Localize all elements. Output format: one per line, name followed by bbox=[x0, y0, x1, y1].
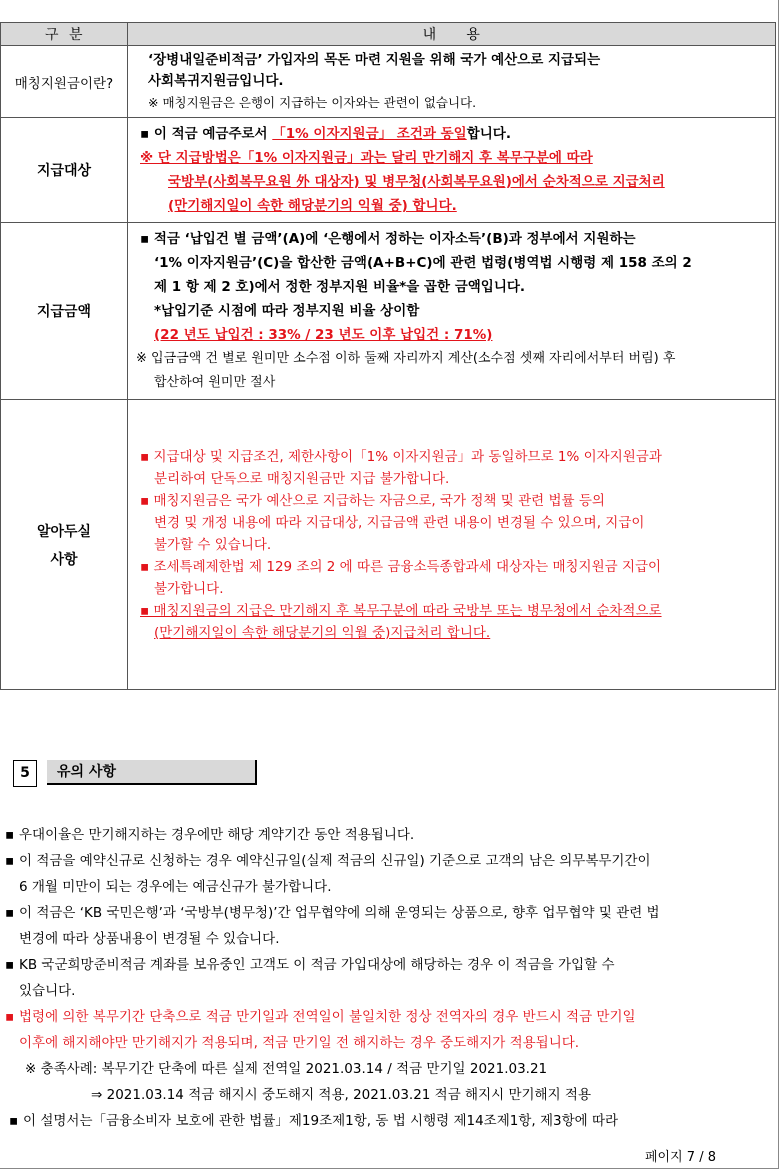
list-item: ▪ 이 설명서는「금융소비자 보호에 관한 법률」제19조제1항, 동 법 시행령 제14조제1항, 제3항에 따라 bbox=[5, 1108, 765, 1134]
table-row bbox=[1, 400, 776, 690]
bullet-icon: ▪ bbox=[5, 905, 15, 921]
header-category: 구 분 bbox=[1, 23, 128, 46]
row-label-notice: 알아두실 사항 bbox=[1, 400, 128, 690]
row-content-matching bbox=[128, 46, 776, 118]
table-row bbox=[1, 118, 776, 223]
table-row bbox=[1, 46, 776, 118]
section-heading bbox=[5, 760, 257, 787]
text-line: ‘장병내일준비적금’ 가입자의 목돈 마련 지원을 위해 국가 예산으로 지급되는 bbox=[148, 52, 601, 68]
row-content-eligibility bbox=[128, 118, 776, 223]
table-row bbox=[1, 223, 776, 400]
section-number: 5 bbox=[13, 760, 37, 787]
notice-line: 변경 및 개정 내용에 따라 지급대상, 지급금액 관련 내용이 변경될 수 있으며, 지급이 bbox=[154, 514, 645, 531]
text-line: 제 1 항 제 2 호)에서 정한 정부지원 비율*을 곱한 금액입니다. bbox=[154, 279, 526, 295]
note-line: ※ 입금금액 건 별로 원미만 소수점 이하 둘째 자리까지 계산(소수점 셋째 자리에서부터 버림) 후 bbox=[136, 351, 676, 366]
notice-line: ▪ 매칭지원금의 지급은 만기해지 후 복무구분에 따라 국방부 또는 병무청에서 순차적으로 bbox=[140, 602, 662, 619]
section-title: 유의 사항 bbox=[47, 760, 257, 785]
row-label-matching: 매칭지원금이란? bbox=[1, 46, 128, 118]
header-content: 내 용 bbox=[128, 23, 776, 46]
row-label-eligibility: 지급대상 bbox=[1, 118, 128, 223]
text-line: ▪ 적금 ‘납입건 별 금액’(A)에 ‘은행에서 정하는 이자소득’(B)과 정부에서 지원하는 bbox=[140, 231, 636, 247]
list-item-continuation: 있습니다. bbox=[19, 983, 76, 999]
notice-line: (만기해지일이 속한 해당분기의 익월 중)지급처리 합니다. bbox=[154, 624, 491, 641]
list-item: ▪ 법령에 의한 복무기간 단축으로 적금 만기일과 전역일이 불일치한 정상 전역자의 경우 반드시 적금 만기일 bbox=[5, 1004, 765, 1030]
list-item-continuation: 6 개월 미만이 되는 경우에는 예금신규가 불가합니다. bbox=[19, 879, 332, 895]
example-line: ⇒ 2021.03.14 적금 해지시 중도해지 적용, 2021.03.21 적금 해지시 만기해지 적용 bbox=[91, 1087, 592, 1103]
text-line: 사회복귀지원금입니다. bbox=[148, 73, 284, 89]
row-label-amount: 지급금액 bbox=[1, 223, 128, 400]
text-line: ‘1% 이자지원금’(C)을 합산한 금액(A+B+C)에 관련 법령(병역법 시행령 제 158 조의 2 bbox=[154, 255, 692, 271]
bullet-icon: ▪ bbox=[5, 957, 15, 973]
text-line: ▪ 이 적금 예금주로서 「1% 이자지원금」 조건과 동일합니다. bbox=[140, 126, 511, 142]
bullet-icon: ▪ bbox=[9, 1113, 19, 1129]
notice-line: 불가합니다. bbox=[154, 580, 224, 597]
note-line: 합산하여 원미만 절사 bbox=[154, 375, 276, 390]
list-item-continuation: 변경에 따라 상품내용이 변경될 수 있습니다. bbox=[19, 931, 280, 947]
highlight-condition: 「1% 이자지원금」 조건과 동일 bbox=[272, 126, 467, 142]
bullet-icon: ▪ bbox=[5, 853, 15, 869]
row-content-amount bbox=[128, 223, 776, 400]
list-item: ▪ 이 적금을 예약신규로 신청하는 경우 예약신규일(실제 적금의 신규일) 기준으로 고객의 남은 의무복무기간이 bbox=[5, 848, 765, 874]
table-header-row bbox=[1, 23, 776, 46]
red-line: 국방부(사회복무요원 外 대상자) 및 병무청(사회복무요원)에서 순차적으로 지급처리 bbox=[168, 174, 665, 190]
red-line: (만기해지일이 속한 해당분기의 익월 중) 합니다. bbox=[168, 198, 457, 214]
notes-list bbox=[5, 822, 765, 1134]
page-number: 페이지 7 / 8 bbox=[645, 1150, 716, 1165]
example-line: ※ 충족사례: 복무기간 단축에 따른 실제 전역일 2021.03.14 / 적금 만기일 2021.03.21 bbox=[25, 1061, 548, 1077]
notice-line: 분리하여 단독으로 매칭지원금만 지급 불가합니다. bbox=[154, 470, 450, 487]
notice-line: ▪ 매칭지원금은 국가 예산으로 지급하는 자금으로, 국가 정책 및 관련 법률 등의 bbox=[140, 492, 605, 509]
bullet-icon: ▪ bbox=[5, 1009, 15, 1025]
rate-line: (22 년도 납입건 : 33% / 23 년도 이후 납입건 : 71%) bbox=[154, 327, 493, 343]
notice-line: ▪ 조세특례제한법 제 129 조의 2 에 따른 금융소득종합과세 대상자는 매칭지원금 지급이 bbox=[140, 558, 662, 575]
notice-line: ▪ 지급대상 및 지급조건, 제한사항이「1% 이자지원금」과 동일하므로 1% 이자지원금과 bbox=[140, 448, 662, 465]
red-line: ※ 단 지급방법은「1% 이자지원금」과는 달리 만기해지 후 복무구분에 따라 bbox=[140, 150, 593, 166]
text-line: *납입기준 시점에 따라 정부지원 비율 상이함 bbox=[154, 303, 420, 319]
note-line: ※ 매칭지원금은 은행이 지급하는 이자와는 관련이 없습니다. bbox=[148, 95, 477, 110]
notice-line: 불가할 수 있습니다. bbox=[154, 536, 272, 553]
list-item-continuation: 이후에 해지해야만 만기해지가 적용되며, 적금 만기일 전 해지하는 경우 중도해지가 적용됩니다. bbox=[19, 1035, 580, 1051]
list-item: ▪ 우대이율은 만기해지하는 경우에만 해당 계약기간 동안 적용됩니다. bbox=[5, 822, 765, 848]
bullet-icon: ▪ bbox=[5, 827, 15, 843]
list-item: ▪ 이 적금은 ‘KB 국민은행’과 ‘국방부(병무청)’간 업무협약에 의해 운영되는 상품으로, 향후 업무협약 및 관련 법 bbox=[5, 900, 765, 926]
list-item: ▪ KB 국군희망준비적금 계좌를 보유중인 고객도 이 적금 가입대상에 해당하는 경우 이 적금을 가입할 수 bbox=[5, 952, 765, 978]
row-content-notice bbox=[128, 400, 776, 690]
info-table bbox=[0, 22, 776, 690]
